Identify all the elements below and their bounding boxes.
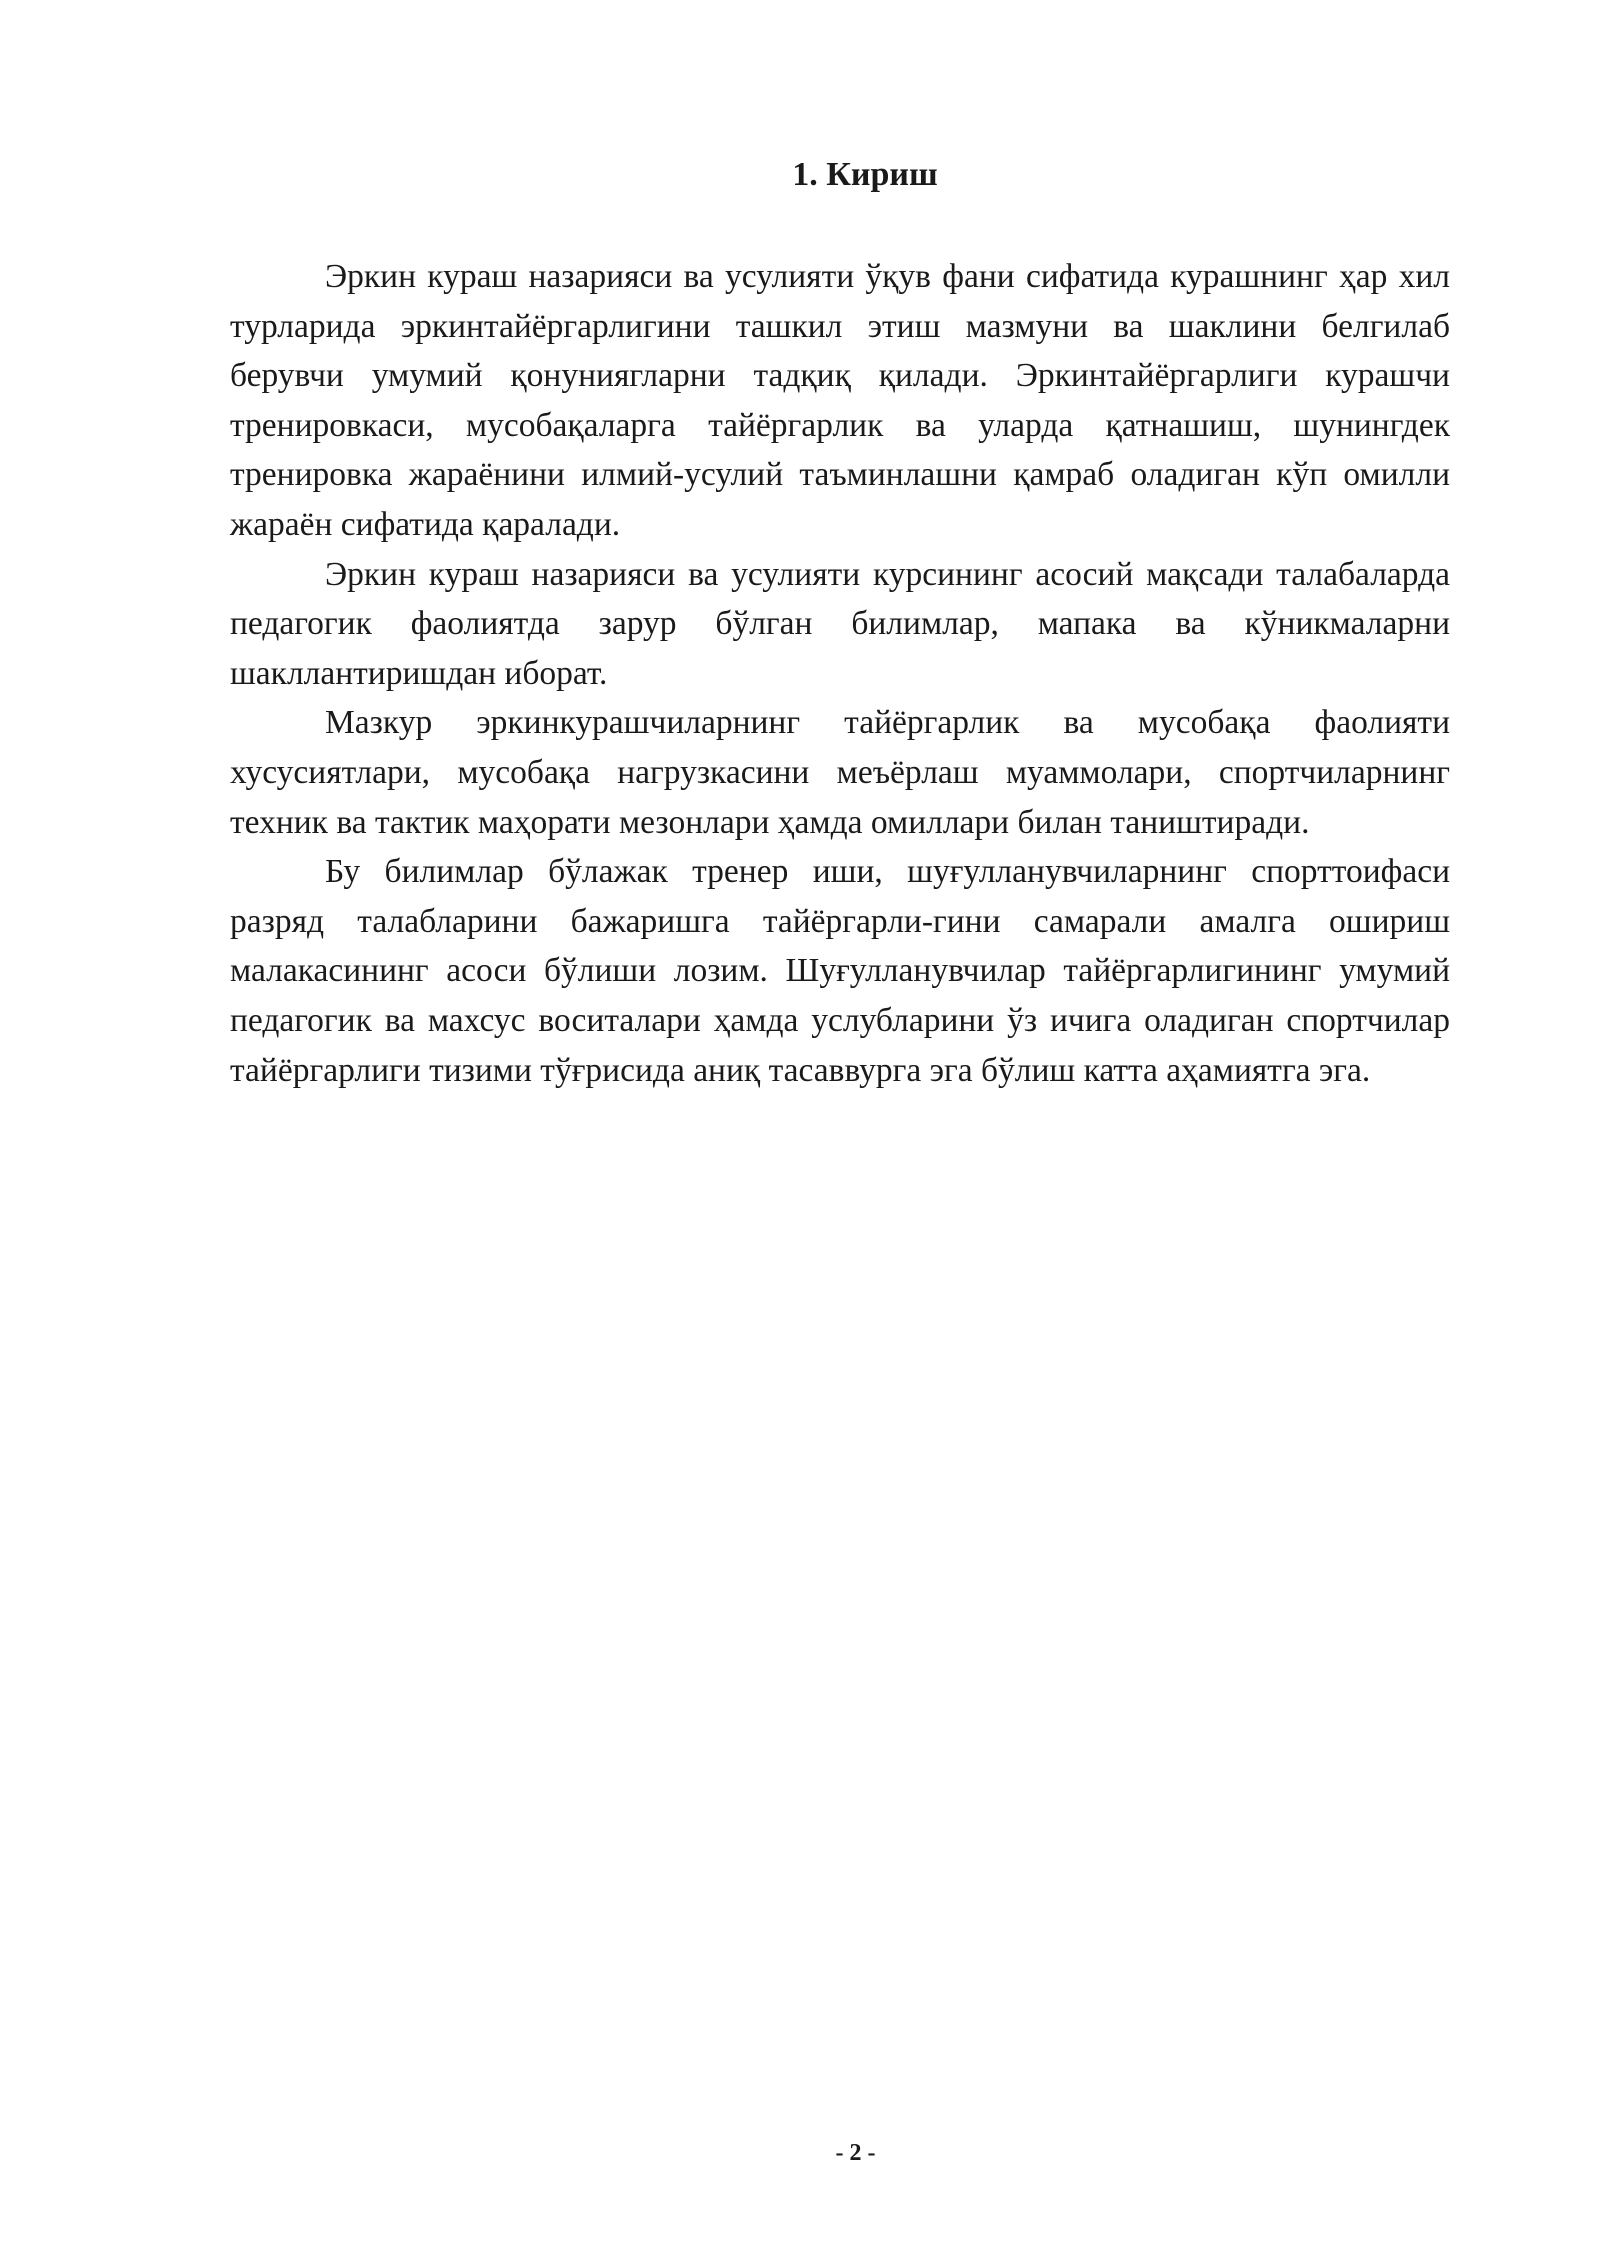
paragraph-4: Бу билимлар бўлажак тренер иши, шуғулланувчиларнинг спорттоифаси разряд талабларини бажаришга тайёргарли-гини самарали амалга ошириш малакасининг асоси бўлиши лозим. Шуғулланувчилар тайёргарлигининг умумий педагогик ва махсус воситалари ҳамда услубларини ўз ичига оладиган спортчилар тайёргарлиги тизими тўғрисида аниқ тасаввурга эга бўлиш катта аҳамиятга эга.	[230, 853, 1450, 1089]
page-number: - 2 -	[835, 2140, 876, 2166]
paragraph-1: Эркин кураш назарияси ва усулияти ўқув фани сифатида курашнинг ҳар хил турларида эркинтайёргарлигини ташкил этиш мазмуни ва шаклини белгилаб берувчи умумий қонуниягларни тадқиқ қилади. Эркинтайёргарлиги курашчи тренировкаси, мусобақаларга тайёргарлик ва уларда қатнашиш, шунингдек тренировка жараёнини илмий-усулий таъминлашни қамраб оладиган кўп омилли жараён сифатида қаралади.	[230, 258, 1450, 543]
body-text	[230, 252, 1450, 1095]
paragraph-3: Мазкур эркинкурашчиларнинг тайёргарлик ва мусобақа фаолияти хусусиятлари, мусобақа нагрузкасини меъёрлаш муаммолари, спортчиларнинг техник ва тактик маҳорати мезонлари ҳамда омиллари билан таништиради.	[230, 704, 1450, 841]
paragraph-2: Эркин кураш назарияси ва усулияти курсининг асосий мақсади талабаларда педагогик фаолиятда зарур бўлган билимлар, мапака ва кўникмаларни шакллантиришдан иборат.	[230, 555, 1450, 692]
section-heading: 1. Кириш	[792, 156, 938, 193]
heading-container	[230, 150, 1450, 200]
